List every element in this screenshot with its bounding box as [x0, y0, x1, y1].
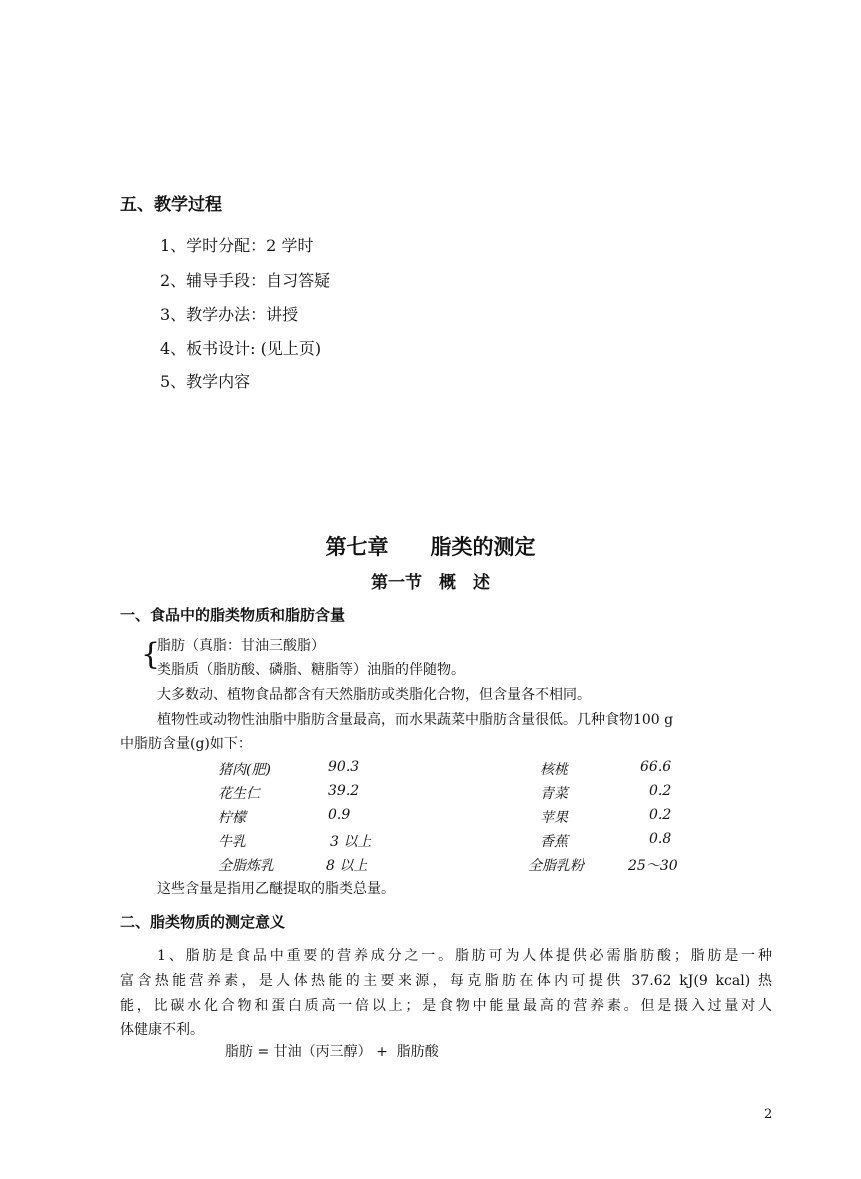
section-title: 第一节 概 述	[371, 573, 490, 593]
table-fat-value: 8 以上	[326, 858, 368, 874]
brace-line-1: 脂肪（真脂：甘油三酸脂）	[157, 638, 325, 654]
table-fat-value: 0.2	[649, 783, 672, 799]
table-food-name: 全脂乳粉	[528, 858, 584, 874]
part5-item-2: 2、辅导手段：自习答疑	[160, 271, 331, 290]
chapter-title: 第七章 脂类的测定	[325, 534, 536, 559]
table-food-name: 青菜	[540, 786, 568, 802]
section1-paragraph-2-line-1: 植物性或动物性油脂中脂肪含量最高，而水果蔬菜中脂肪含量很低。几种食物100 g	[157, 712, 674, 728]
section1-heading: 一、食品中的脂类物质和脂肪含量	[120, 606, 346, 624]
table-food-name: 花生仁	[218, 786, 260, 802]
table-food-name: 苹果	[540, 810, 568, 826]
section2-paragraph-line-1: 1、脂肪是食品中重要的营养成分之一。脂肪可为人体提供必需脂肪酸；脂肪是一种	[157, 948, 772, 964]
part5-item-4: 4、板书设计: (见上页)	[160, 339, 322, 358]
table-food-name: 牛乳	[218, 834, 246, 850]
table-fat-value: 3 以上	[330, 834, 372, 850]
table-food-name: 猪肉(肥)	[218, 762, 271, 778]
table-food-name: 香蕉	[540, 834, 568, 850]
table-fat-value: 39.2	[328, 783, 360, 799]
table-fat-value: 0.8	[649, 831, 672, 847]
part5-title: 五、教学过程	[120, 195, 222, 215]
fat-formula: 脂肪 = 甘油（丙三醇） + 脂肪酸	[225, 1044, 439, 1060]
table-food-name: 核桃	[540, 762, 568, 778]
section1-paragraph-2-line-2: 中脂肪含量(g)如下：	[120, 736, 252, 752]
page-number: 2	[764, 1107, 773, 1122]
section1-paragraph-1: 大多数动、植物食品都含有天然脂肪或类脂化合物，但含量各不相同。	[157, 687, 591, 703]
part5-item-5: 5、教学内容	[160, 372, 251, 391]
table-fat-value: 90.3	[328, 759, 360, 775]
section2-heading: 二、脂类物质的测定意义	[120, 913, 286, 931]
brace-symbol: {	[141, 637, 161, 672]
table-fat-value: 25～30	[628, 858, 678, 874]
table-fat-value: 0.2	[649, 807, 672, 823]
table-food-name: 柠檬	[218, 810, 246, 826]
part5-item-3: 3、教学办法：讲授	[160, 305, 299, 324]
section2-paragraph-line-4: 体健康不利。	[120, 1022, 204, 1038]
section2-paragraph-line-3: 能，比碳水化合物和蛋白质高一倍以上；是食物中能量最高的营养素。但是摄入过量对人	[120, 998, 772, 1014]
brace-line-2: 类脂质（脂肪酸、磷脂、糖脂等）油脂的伴随物。	[157, 662, 465, 678]
table-food-name: 全脂炼乳	[218, 858, 274, 874]
table-fat-value: 66.6	[640, 759, 672, 775]
table-fat-value: 0.9	[328, 807, 351, 823]
section2-paragraph-line-2: 富含热能营养素，是人体热能的主要来源，每克脂肪在体内可提供 37.62 kJ(9 kcal) 热	[120, 973, 772, 989]
part5-item-1: 1、学时分配：2 学时	[160, 236, 314, 255]
section1-note: 这些含量是指用乙醚提取的脂类总量。	[157, 881, 395, 897]
